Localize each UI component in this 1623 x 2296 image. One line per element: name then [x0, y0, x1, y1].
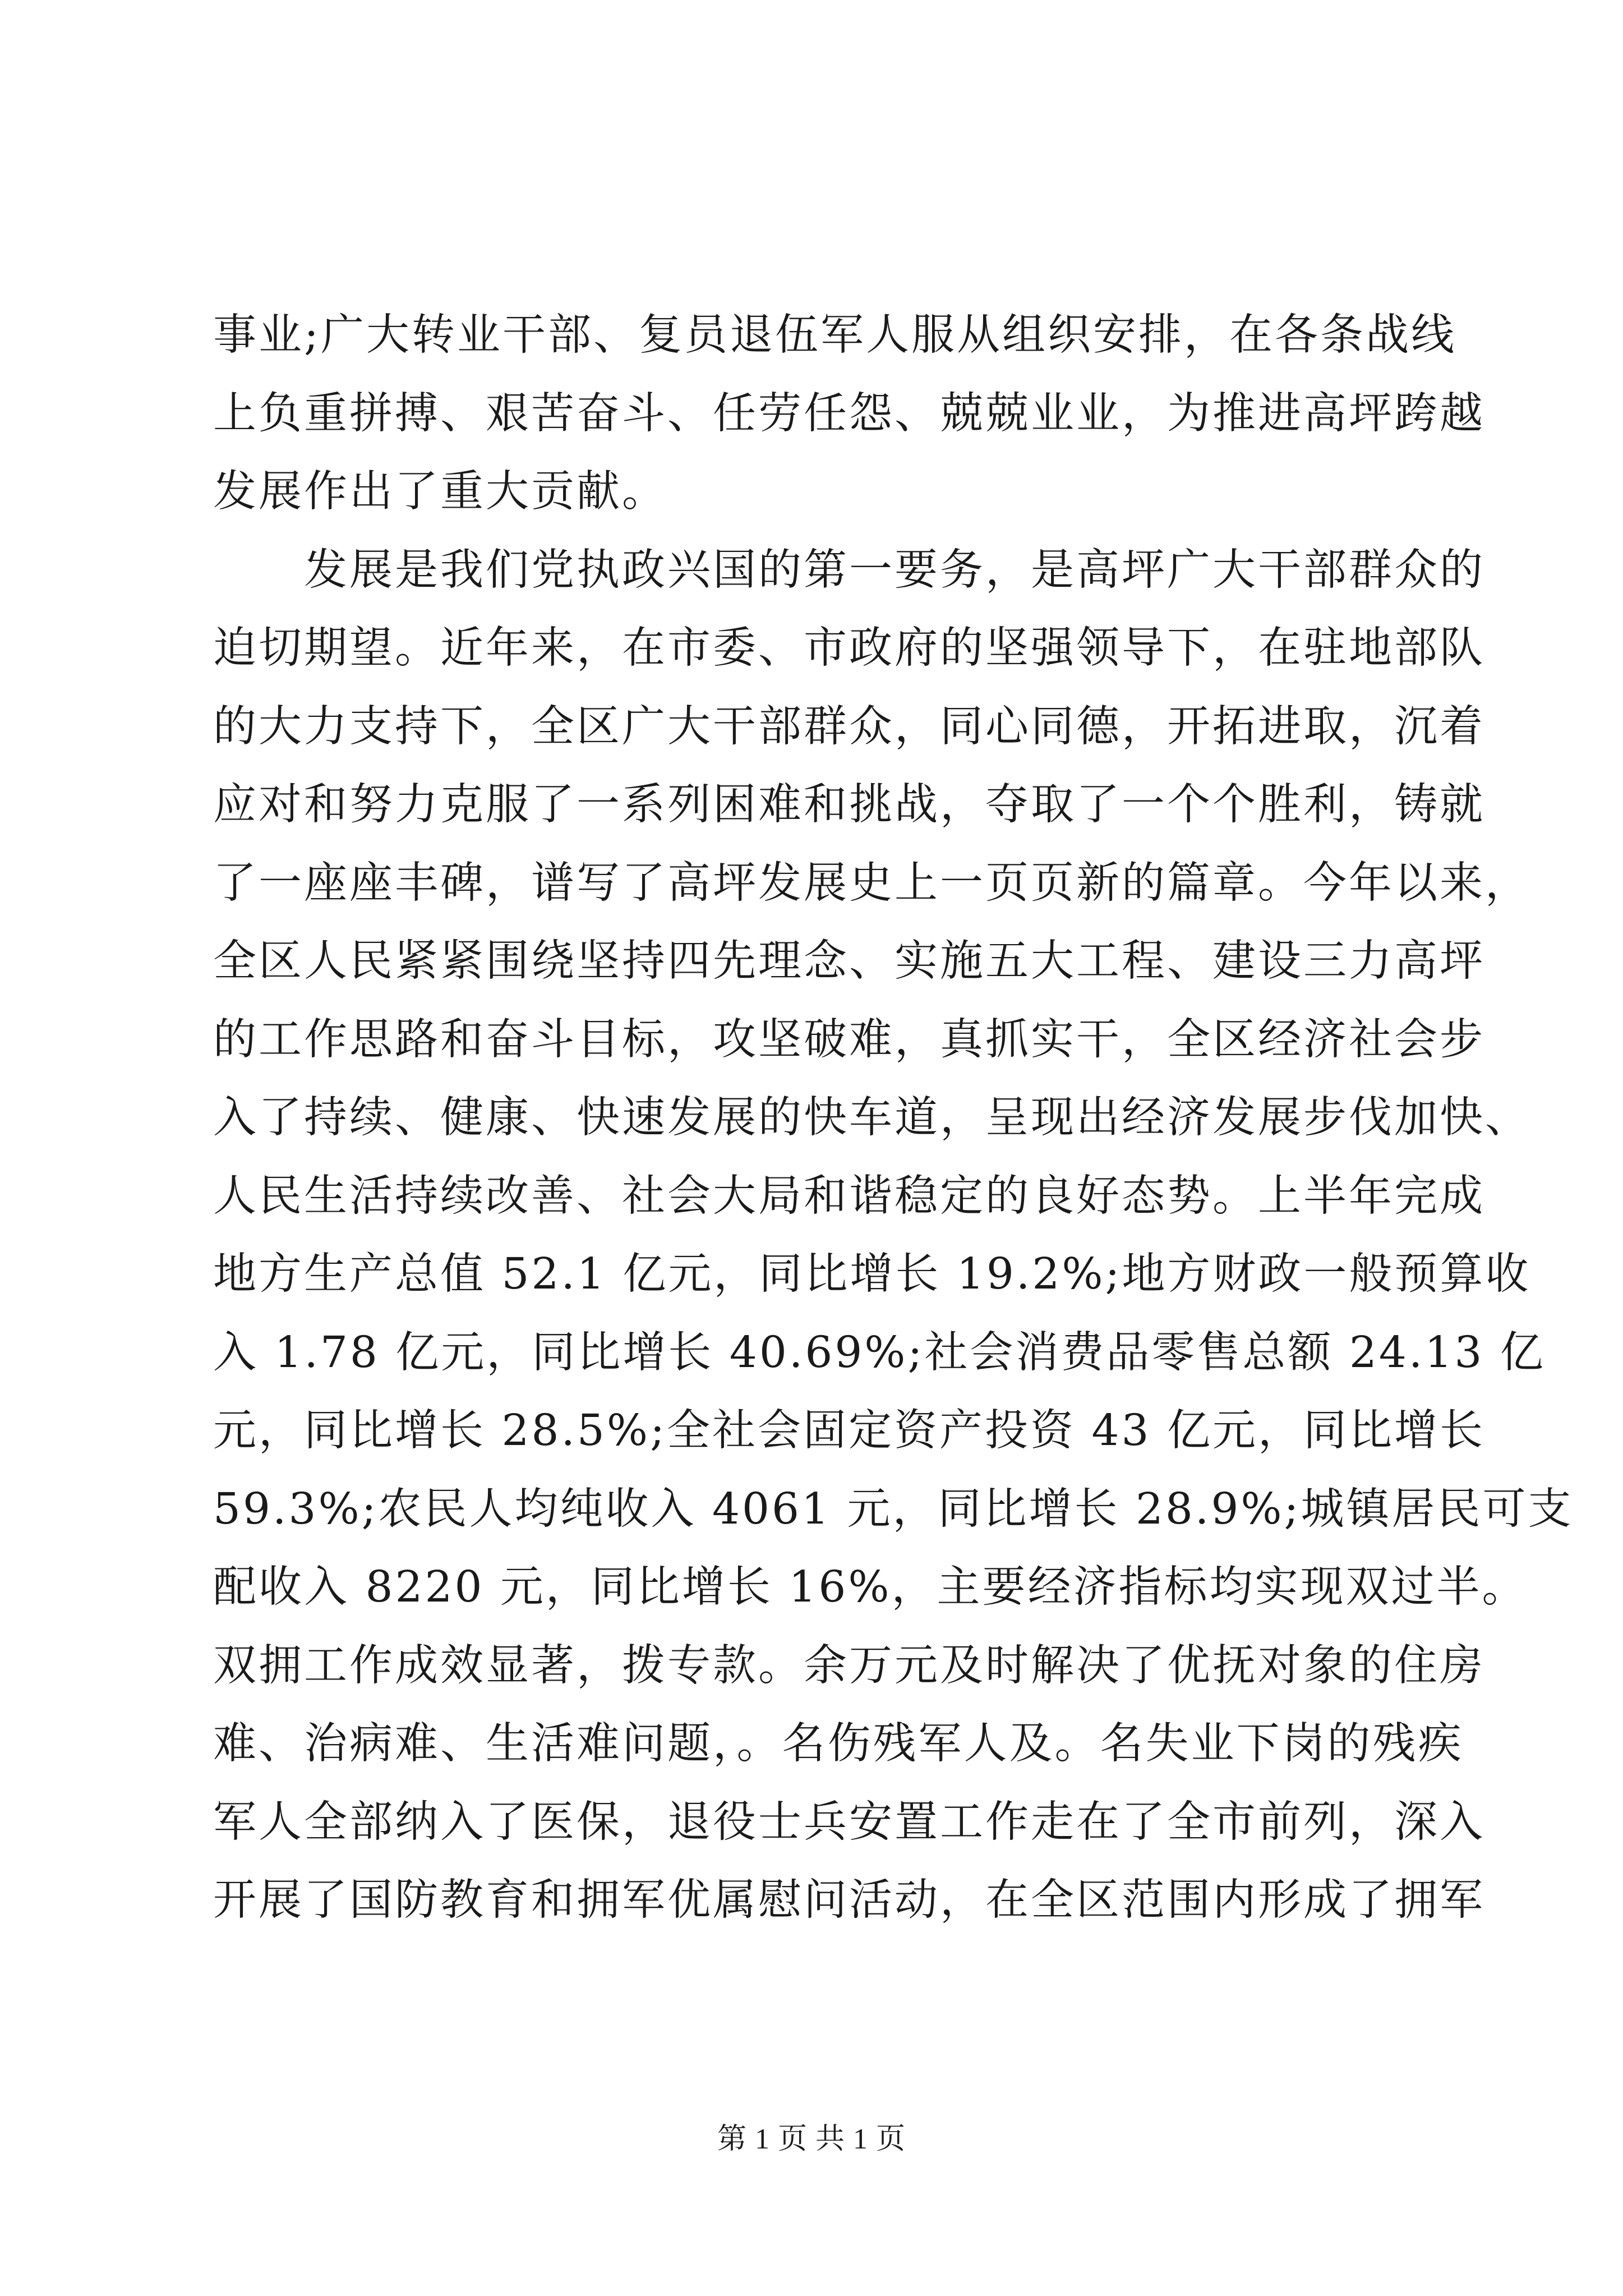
text-line: 的大力支持下，全区广大干部群众，同心同德，开拓进取，沉着: [213, 701, 1485, 752]
text-line: 了一座座丰碑，谱写了高坪发展史上一页页新的篇章。今年以来，: [213, 858, 1530, 908]
text-line: 人民生活持续改善、社会大局和谐稳定的良好态势。上半年完成: [213, 1171, 1485, 1221]
text-line: 入 1.78 亿元，同比增长 40.69%;社会消费品零售总额 24.13 亿: [213, 1327, 1546, 1378]
text-line: 59.3%;农民人均纯收入 4061 元，同比增长 28.9%;城镇居民可支: [213, 1484, 1574, 1534]
text-line: 发展作出了重大贡献。: [213, 467, 667, 517]
text-line: 发展是我们党执政兴国的第一要务，是高坪广大干部群众的: [213, 545, 1485, 595]
text-line: 地方生产总值 52.1 亿元，同比增长 19.2%;地方财政一般预算收: [213, 1249, 1531, 1299]
text-line: 入了持续、健康、快速发展的快车道，呈现出经济发展步伐加快、: [213, 1093, 1530, 1143]
text-line: 开展了国防教育和拥军优属慰问活动，在全区范围内形成了拥军: [213, 1875, 1485, 1925]
text-line: 应对和努力克服了一系列困难和挑战，夺取了一个个胜利，铸就: [213, 780, 1485, 830]
text-line: 双拥工作成效显著，拨专款。余万元及时解决了优抚对象的住房: [213, 1640, 1485, 1691]
text-line: 的工作思路和奋斗目标，攻坚破难，真抓实干，全区经济社会步: [213, 1014, 1485, 1065]
text-line: 元，同比增长 28.5%;全社会固定资产投资 43 亿元，同比增长: [213, 1406, 1485, 1456]
text-line: 迫切期望。近年来，在市委、市政府的坚强领导下，在驻地部队: [213, 623, 1485, 673]
page-number-label: 第 1 页 共 1 页: [717, 2123, 906, 2155]
text-line: 全区人民紧紧围绕坚持四先理念、实施五大工程、建设三力高坪: [213, 936, 1485, 986]
text-line: 上负重拼搏、艰苦奋斗、任劳任怨、兢兢业业，为推进高坪跨越: [213, 388, 1485, 439]
text-line: 事业;广大转业干部、复员退伍军人服从组织安排，在各条战线: [213, 310, 1456, 360]
page-footer: [0, 2115, 1623, 2157]
text-line: 配收入 8220 元，同比增长 16%，主要经济指标均实现双过半。: [213, 1562, 1528, 1612]
text-line: 难、治病难、生活难问题，。名伤残军人及。名失业下岗的残疾: [213, 1719, 1464, 1769]
body-text: [213, 296, 1574, 1940]
text-line: 军人全部纳入了医保，退役士兵安置工作走在了全市前列，深入: [213, 1797, 1485, 1847]
